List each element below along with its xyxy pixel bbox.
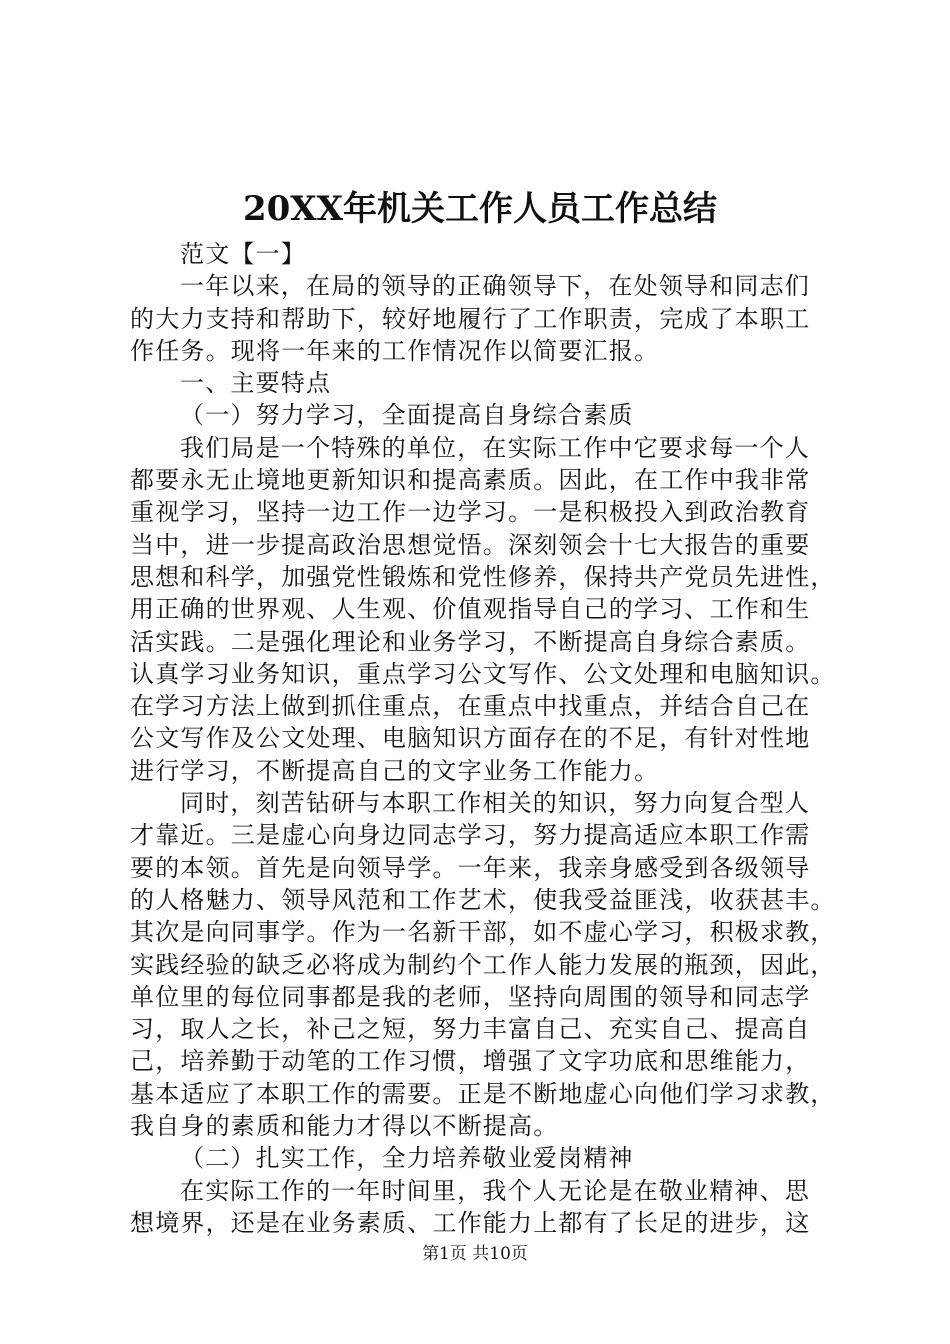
paragraph-line: 活实践。二是强化理论和业务学习，不断提高自身综合素质。 [130, 627, 811, 656]
paragraph-line: 才靠近。三是虚心向身边同志学习，努力提高适应本职工作需 [130, 821, 811, 850]
subsection-heading-study: （一）努力学习，全面提高自身综合素质 [180, 401, 634, 430]
paragraph-line: 我们局是一个特殊的单位，在实际工作中它要求每一个人 [180, 433, 810, 462]
paragraph-line: 一年以来，在局的领导的正确领导下，在处领导和同志们 [180, 272, 810, 301]
paragraph-line: 在实际工作的一年时间里，我个人无论是在敬业精神、思 [180, 1176, 810, 1205]
paragraph-line: 我自身的素质和能力才得以不断提高。 [130, 1112, 559, 1141]
paragraph-line: 用正确的世界观、人生观、价值观指导自己的学习、工作和生 [130, 595, 811, 624]
subsection-heading-work: （二）扎实工作，全力培养敬业爱岗精神 [180, 1144, 634, 1173]
paragraph-line: 重视学习，坚持一边工作一边学习。一是积极投入到政治教育 [130, 498, 811, 527]
paragraph-line: 其次是向同事学。作为一名新干部，如不虚心学习，积极求教， [130, 918, 836, 947]
document-title: 20XX年机关工作人员工作总结 [242, 189, 718, 229]
paragraph-line: 公文写作及公文处理、电脑知识方面存在的不足，有针对性地 [130, 724, 811, 753]
paragraph-line: 想境界，还是在业务素质、工作能力上都有了长足的进步，这 [130, 1208, 811, 1237]
paragraph-line: 单位里的每位同事都是我的老师，坚持向周围的领导和同志学 [130, 982, 811, 1011]
paragraph-line: 在学习方法上做到抓住重点，在重点中找重点，并结合自己在 [130, 692, 811, 721]
paragraph-line: 基本适应了本职工作的需要。正是不断地虚心向他们学习求教， [130, 1079, 836, 1108]
paragraph-line: 习，取人之长，补己之短，努力丰富自己、充实自己、提高自 [130, 1015, 811, 1044]
paragraph-line: 同时，刻苦钻研与本职工作相关的知识，努力向复合型人 [180, 789, 810, 818]
paragraph-line: 的人格魅力、领导风范和工作艺术，使我受益匪浅，收获甚丰。 [130, 885, 836, 914]
paragraph-line: 的大力支持和帮助下，较好地履行了工作职责，完成了本职工 [130, 304, 811, 333]
paragraph-line: 进行学习，不断提高自己的文字业务工作能力。 [130, 756, 660, 785]
page-number-footer: 第1页 共10页 [422, 1244, 528, 1264]
paragraph-line: 都要永无止境地更新知识和提高素质。因此，在工作中我非常 [130, 466, 811, 495]
paragraph-line: 实践经验的缺乏必将成为制约个工作人能力发展的瓶颈，因此， [130, 950, 836, 979]
paragraph-line: 要的本领。首先是向领导学。一年来，我亲身感受到各级领导 [130, 853, 811, 882]
paragraph-line: 认真学习业务知识，重点学习公文写作、公文处理和电脑知识。 [130, 659, 836, 688]
paragraph-line: 思想和科学，加强党性锻炼和党性修养，保持共产党员先进性， [130, 562, 836, 591]
section-heading-main-features: 一、主要特点 [180, 369, 332, 398]
section-heading-fanwen: 范文【一】 [180, 240, 306, 268]
paragraph-line: 当中，进一步提高政治思想觉悟。深刻领会十七大报告的重要 [130, 530, 811, 559]
paragraph-line: 作任务。现将一年来的工作情况作以简要汇报。 [130, 336, 660, 365]
document-body [130, 238, 840, 1239]
paragraph-line: 己，培养勤于动笔的工作习惯，增强了文字功底和思维能力， [130, 1047, 811, 1076]
